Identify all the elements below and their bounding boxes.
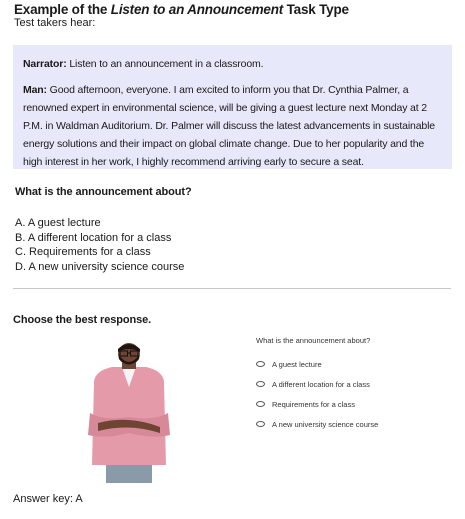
speaker-illustration (84, 343, 174, 483)
radio-icon[interactable] (256, 361, 265, 367)
transcript-box (13, 45, 452, 169)
section-divider (13, 288, 451, 289)
quiz-option-c[interactable]: Requirements for a class (256, 394, 378, 414)
page-title: Example of the Listen to an Announcement Task Type (14, 2, 349, 17)
radio-icon[interactable] (256, 381, 265, 387)
quiz-option-d[interactable]: A new university science course (256, 414, 378, 434)
radio-icon[interactable] (256, 421, 265, 427)
narrator-line: Narrator: Listen to an announcement in a classroom. (23, 58, 264, 70)
quiz-question: What is the announcement about? (256, 336, 371, 345)
option-c: C. Requirements for a class (15, 246, 151, 258)
radio-icon[interactable] (256, 401, 265, 407)
page-subtitle: Test takers hear: (14, 17, 96, 29)
quiz-option-b[interactable]: A different location for a class (256, 374, 378, 394)
response-heading: Choose the best response. (13, 314, 152, 326)
option-d: D. A new university science course (15, 260, 185, 273)
man-line: Man: Good afternoon, everyone. I am excited to inform you that Dr. Cynthia Palmer, a renowned expert in environmental science, will be giving a guest lecture next Monday at 2 P.M. in Waldman Auditorium. Dr. Palmer will discuss the latest advancements in sustainable energy solutions and their impact on global climate change. Due to her popularity and the high interest in her work, I highly recommend arriving early to secure a seat. (23, 84, 435, 168)
quiz-option-a[interactable]: A guest lecture (256, 354, 378, 374)
response-quiz (256, 336, 378, 434)
question-heading: What is the announcement about? (15, 186, 192, 198)
answer-key: Answer key: A (13, 493, 83, 505)
question-options (15, 216, 184, 274)
option-b: B. A different location for a class (15, 231, 172, 244)
option-a: A. A guest lecture (15, 217, 101, 229)
